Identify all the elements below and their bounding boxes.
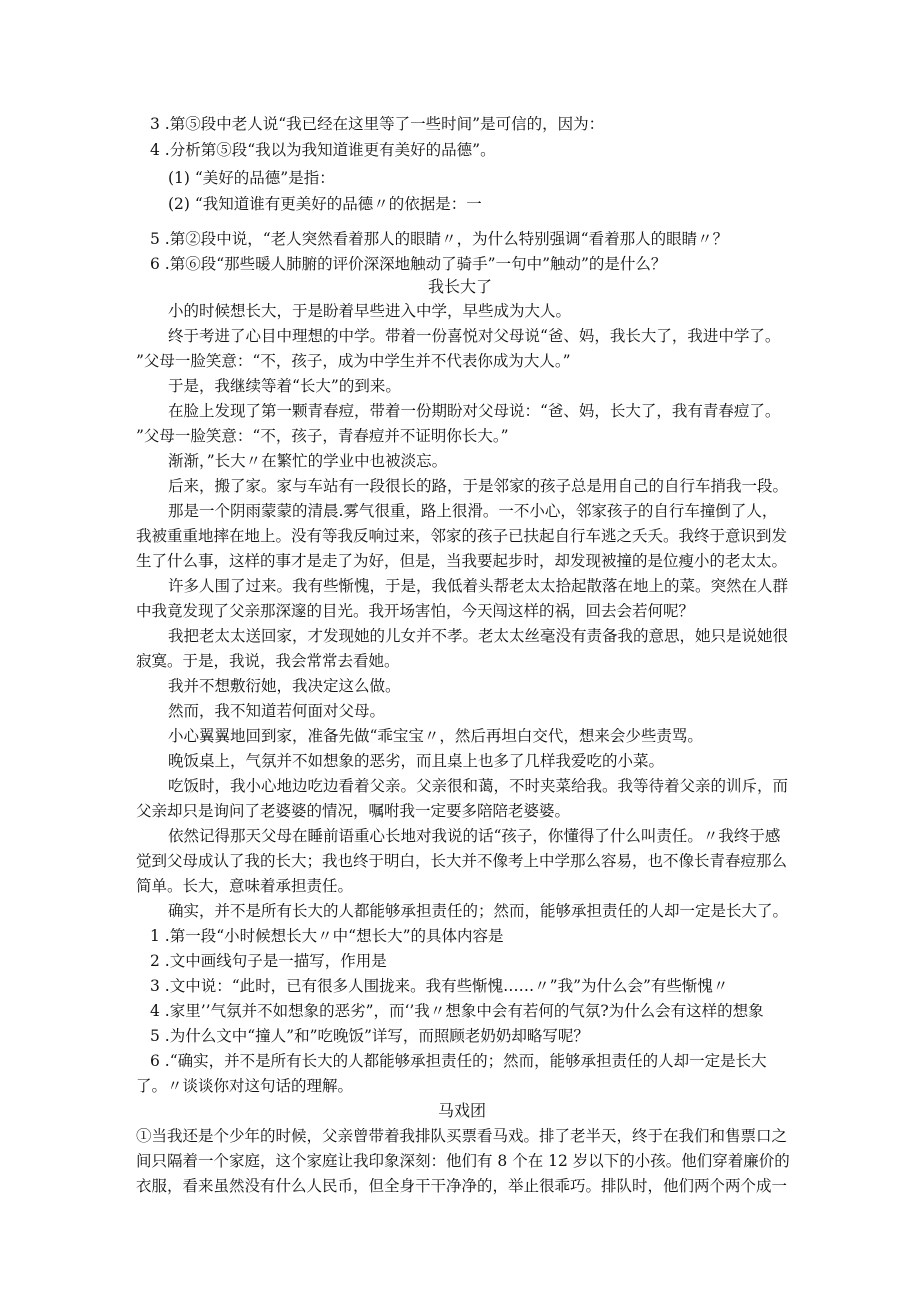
paragraph-line: 我并不想敷衍她，我决定这么做。 xyxy=(168,677,401,695)
paragraph-line: ①当我还是个少年的时候，父亲曾带着我排队买票看马戏。排了老半天，终于在我们和售票口之 xyxy=(136,1127,788,1145)
sub-question-line: (2) “我知道谁有更美好的品德〃的依据是：一 xyxy=(168,195,482,213)
paragraph-line: 晚饭桌上，气氛并不如想象的恶劣，而且桌上也多了几样我爱吃的小菜。 xyxy=(168,752,665,770)
paragraph-line: 我把老太太送回家，才发现她的儿女并不孝。老太太丝毫没有责备我的意思，她只是说她很 xyxy=(168,627,789,645)
question-line: 1 .第一段“小时候想长大〃中“想长大”的具体内容是 xyxy=(150,927,504,945)
paragraph-line: 终于考进了心目中理想的中学。带着一份喜悦对父母说“爸、妈，我长大了，我进中学了。 xyxy=(168,327,781,345)
paragraph-line: 那是一个阴雨蒙蒙的清晨.雾气很重，路上很滑。一不小心，邻家孩子的自行车撞倒了人， xyxy=(168,502,778,520)
question-line: 6 .“确实，并不是所有长大的人都能够承担责任的；然而，能够承担责任的人却一定是长大 xyxy=(150,1052,767,1070)
question-line: 6 .第⑥段“那些暖人肺腑的评价深深地触动了骑手”一句中”触动”的是什么？ xyxy=(150,255,667,273)
paragraph-line: 衣服，看来虽然没有什么人民币，但全身干干净净的，举止很乖巧。排队时，他们两个两个成一 xyxy=(136,1177,788,1195)
paragraph-line: 小的时候想长大，于是盼着早些进入中学，早些成为大人。 xyxy=(168,302,572,320)
paragraph-line: 于是，我继续等着“长大”的到来。 xyxy=(168,377,401,395)
question-line: 3 .第⑤段中老人说“我已经在这里等了一些时间”是可信的，因为： xyxy=(150,115,605,133)
question-line: 2 .文中画线句子是一描写，作用是 xyxy=(150,952,387,970)
question-line: 4 .分析第⑤段“我以为我知道谁更有美好的品德”。 xyxy=(150,141,496,159)
sub-question-line: (1) “美好的品德”是指： xyxy=(168,169,335,187)
paragraph-line: ”父母一脸笑意：“不，孩子，成为中学生并不代表你成为大人。” xyxy=(136,352,571,370)
paragraph-line: 然而，我不知道若何面对父母。 xyxy=(168,702,386,720)
paragraph-line: 许多人围了过来。我有些惭愧，于是，我低着头帮老太太拾起散落在地上的菜。突然在人群 xyxy=(168,577,789,595)
paragraph-line: 觉到父母成认了我的长大；我也终于明白，长大并不像考上中学那么容易，也不像长青春痘那么 xyxy=(136,852,788,870)
paragraph-line: 中我竟发现了父亲那深邃的目光。我开场害怕，今天闯这样的祸，回去会若何呢？ xyxy=(136,602,695,620)
question-line: 4 .家里’’气氛并不如想象的恶劣”，而‘’我〃想象中会有若何的气氛?为什么会有这样的想象 xyxy=(150,1002,764,1020)
paragraph-line: 生了什么事，这样的事才是走了为好，但是，当我要起步时，却发现被撞的是位瘦小的老太太。 xyxy=(136,552,788,570)
paragraph-line: 寂寞。于是，我说，我会常常去看她。 xyxy=(136,652,400,670)
paragraph-line: 父亲却只是询问了老婆婆的情况，嘱咐我一定要多陪陪老婆婆。 xyxy=(136,802,571,820)
paragraph-line: 后来，搬了家。家与车站有一段很长的路，于是邻家的孩子总是用自己的自行车捎我一段。 xyxy=(168,477,789,495)
paragraph-line: 确实，并不是所有长大的人都能够承担责任的；然而，能够承担责任的人却一定是长大了。 xyxy=(168,902,789,920)
paragraph-line: 依然记得那天父母在睡前语重心长地对我说的话“孩子，你懂得了什么叫责任。〃我终于感 xyxy=(168,827,781,845)
paragraph-line: 简单。长大，意味着承担责任。 xyxy=(136,877,354,895)
paragraph-line: 吃饭时，我小心地边吃边看着父亲。父亲很和蔼，不时夹菜给我。我等待着父亲的训斥，而 xyxy=(168,777,789,795)
paragraph-line: 小心翼翼地回到家，准备先做“乖宝宝〃，然后再坦白交代，想来会少些责骂。 xyxy=(168,727,703,745)
story-title: 我长大了 xyxy=(428,277,493,296)
story-title: 马戏团 xyxy=(438,1101,487,1120)
question-line: 了。〃谈谈你对这句话的理解。 xyxy=(136,1077,354,1095)
paragraph-line: ”父母一脸笑意：“不，孩子，青春痘并不证明你长大。” xyxy=(136,427,509,445)
paragraph-line: 渐渐，”长大〃在繁忙的学业中也被淡忘。 xyxy=(168,452,448,470)
question-line: 3 .文中说：“此时，已有很多人围拢来。我有些惭愧……〃”我”为什么会”有些惭愧〃 xyxy=(150,977,729,995)
paragraph-line: 在脸上发现了第一颗青春痘，带着一份期盼对父母说：“爸、妈，长大了，我有青春痘了。 xyxy=(168,402,781,420)
question-line: 5 .为什么文中“撞人”和”吃晚饭”详写，而照顾老奶奶却略写呢？ xyxy=(150,1027,589,1045)
question-line: 5 .第②段中说，“老人突然看着那人的眼睛〃，为什么特别强调“看着那人的眼睛〃？ xyxy=(150,230,729,248)
paragraph-line: 间只隔着一个家庭，这个家庭让我印象深刻：他们有 8 个在 12 岁以下的小孩。他们穿着廉价的 xyxy=(136,1152,790,1170)
paragraph-line: 我被重重地摔在地上。没有等我反响过来，邻家的孩子已扶起自行车逃之夭夭。我终于意识到发 xyxy=(136,527,788,545)
